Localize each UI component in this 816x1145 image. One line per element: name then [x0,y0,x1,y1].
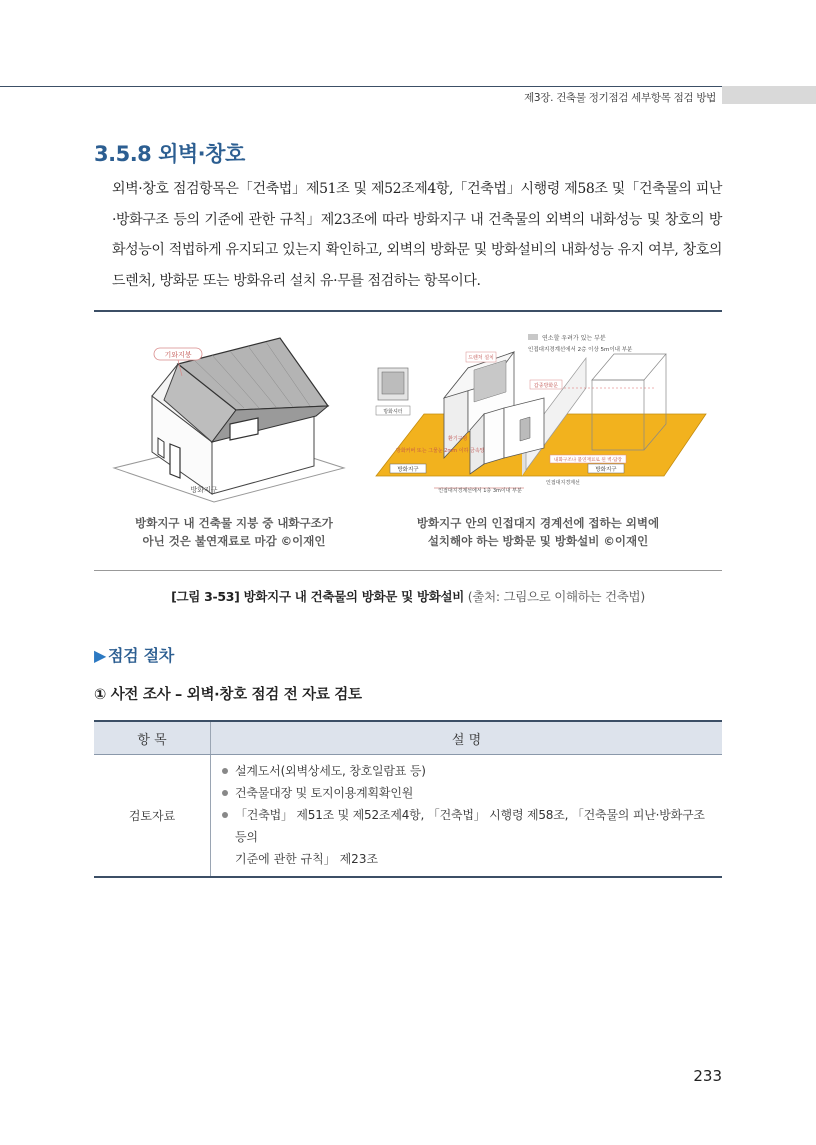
intro-paragraph: 외벽·창호 점검항목은「건축법」제51조 및 제52조제4항,「건축법」시행령 제58조 및「건축물의 피난·방화구조 등의 기준에 관한 규칙」제23조에 따라 방화지구 내 건축물의 외벽의 내화성능 및 창호의 방화성능이 적법하게 유지되고 있는지 확인하고, 외벽의 방화문 및 방화설비의 내화성능 유지 여부, 창호의 드렌처, 방화문 또는 방화유리 설치 유·무를 점검하는 항목이다. [112,181,722,289]
col-header-item: 항 목 [94,721,211,755]
procedure-heading-text: 점검 절차 [108,646,174,665]
figure-caption [0,587,816,605]
figure-top-rule [94,310,722,312]
header-rule [0,86,816,87]
list-item: 설계도서(외벽상세도, 창호일람표 등) [219,760,714,782]
right-caption-line2: 설치해야 하는 방화문 및 방화설비 ©이재인 [427,534,649,548]
list-item-continuation: 기준에 관한 규칙」 제23조 [235,852,379,866]
wall-note-label: 내화구조나 불연재료로 된 벽·담장 [554,458,622,463]
boundary-upper-label: 인접대지경계선에서 2층 이상 5m이내 부분 [528,347,633,353]
vent-note-2: 방화커버 또는 그물눈 2mm 이하 금속망 [396,448,485,454]
figure-illustration [94,318,722,568]
house-illustration [114,338,344,548]
triangle-bullet-icon: ▶ [94,646,107,665]
page-number: 233 [693,1067,722,1085]
figure-caption-source: (출처: 그림으로 이해하는 건축법) [467,589,645,604]
header-tab-block [722,86,816,104]
step-title: ① 사전 조사 – 외벽·창호 점검 전 자료 검토 [94,687,362,703]
procedure-heading [94,643,174,666]
figure-caption-title: [그림 3-53] 방화지구 내 건축물의 방화문 및 방화설비 [171,589,465,604]
review-materials-table [94,720,722,878]
legend-label: 연소할 우려가 있는 부분 [542,335,606,342]
section-name: 외벽·창호 [158,142,245,166]
figure-bottom-rule [94,570,722,571]
chapter-header: 제3장. 건축물 정기점검 세부항목 점검 방법 [524,92,716,104]
left-caption-line1: 방화지구 내 건축물 지붕 중 내화구조가 [135,516,333,530]
row-label: 검토자료 [94,755,211,878]
fire-door-label: 갑종방화문 [533,383,559,389]
left-caption-line2: 아닌 것은 불연재료로 마감 ©이재인 [142,534,326,548]
section-number: 3.5.8 [94,142,152,166]
table-header-row [94,721,722,755]
zone-label: 방화지구 [190,486,218,494]
table-row [94,755,722,878]
list-item: 건축물대장 및 토지이용계획확인원 [219,782,714,804]
drencher-label: 드렌처 설치 [468,355,494,361]
right-caption-line1: 방화지구 안의 인접대지 경계선에 접하는 외벽에 [416,516,660,530]
zone-right-label: 방화지구 [595,467,617,473]
zone-left-label: 방화지구 [397,467,419,473]
row-description [211,755,723,878]
fire-zone-diagram [376,334,706,548]
boundary-lower-label: 인접대지경계선에서 1층 3m이내 부분 [438,488,522,494]
list-item: 「건축법」 제51조 및 제52조제4항, 「건축법」 시행령 제58조, 「건축물의 피난·방화구조 등의 [219,804,714,848]
vent-note-1: 환기구멍 [448,436,468,442]
roof-label: 기와지붕 [164,351,192,359]
shutter-label: 방화셔터 [383,409,403,415]
boundary-line-label: 인접대지경계선 [546,480,580,486]
col-header-description: 설 명 [211,721,723,755]
section-title [94,138,245,168]
